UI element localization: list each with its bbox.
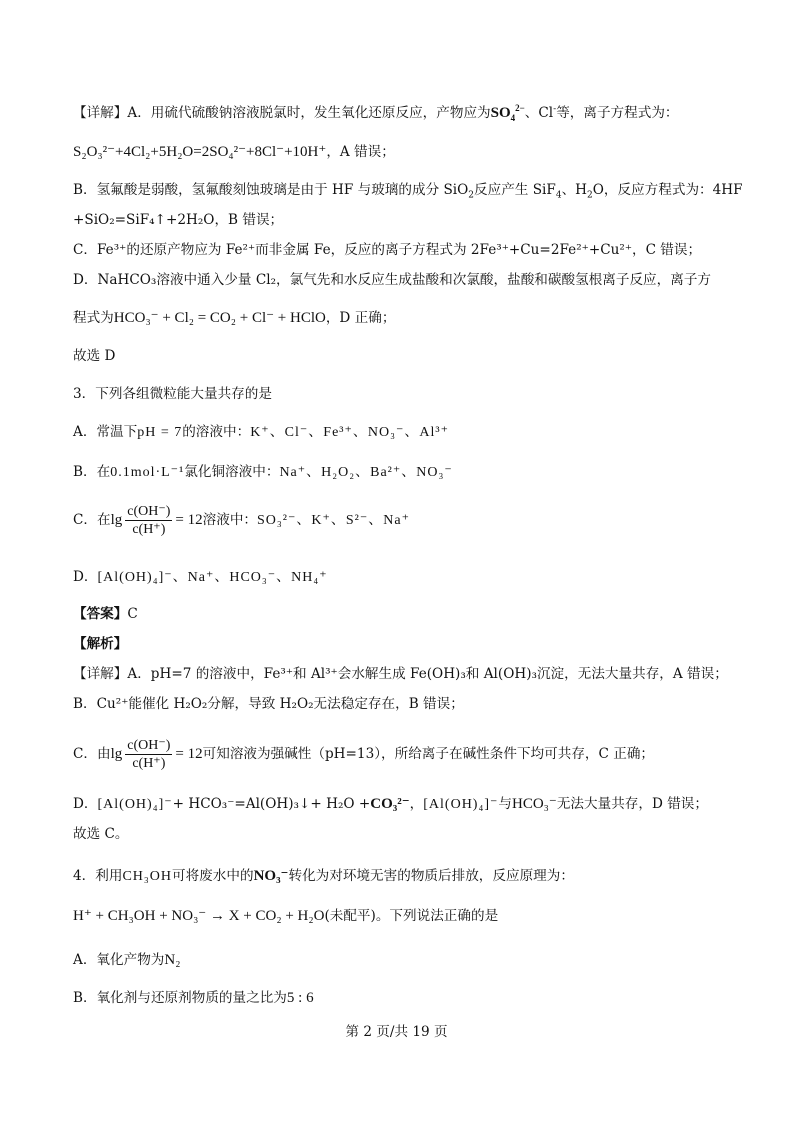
question-3-stem: 3．下列各组微粒能大量共存的是 bbox=[73, 386, 272, 402]
question-3-option-a: A．常温下pH = 7的溶液中：K⁺、Cl⁻、Fe³⁺、NO₃⁻、Al³⁺ bbox=[73, 424, 449, 440]
analysis-line-b: B．Cu²⁺能催化 H₂O₂分解，导致 H₂O₂无法稳定存在，B 错误； bbox=[73, 696, 464, 712]
detail-line-b2: +SiO₂=SiF₄↑+2H₂O，B 错误； bbox=[73, 212, 284, 228]
question-4-stem: 4．利用CH₃OH可将废水中的NO₃⁻转化为对环境无害的物质后排放，反应原理为： bbox=[73, 868, 574, 884]
answer-line: 【答案】C bbox=[73, 606, 138, 622]
analysis-line-d: D．[Al(OH)₄]⁻+ HCO₃⁻=Al(OH)₃↓+ H₂O +CO₃²⁻，[Al(OH)₄]⁻与HCO₃⁻无法大量共存，D 错误； bbox=[73, 796, 708, 812]
question-4-option-a: A．氧化产物为N₂ bbox=[73, 952, 181, 968]
detail-equation-a: S₂O₃²⁻+4Cl₂+5H₂O=2SO₄²⁻+8Cl⁻+10H⁺，A 错误； bbox=[73, 144, 395, 160]
conclusion-d: 故选 D bbox=[73, 348, 116, 364]
detail-line-d1: D．NaHCO₃溶液中通入少量 Cl₂，氯气先和水反应生成盐酸和次氯酸，盐酸和碳酸氢根离子反应，离子方 bbox=[73, 272, 712, 288]
fraction: $\frac{c(OH^-)}{c(H^+)}$ bbox=[127, 738, 171, 771]
analysis-label: 【解析】 bbox=[73, 636, 128, 652]
page-footer: 第 2 页/共 19 页 bbox=[345, 1024, 448, 1040]
conclusion-c: 故选 C。 bbox=[73, 826, 129, 842]
fraction: $\frac{c(OH^-)}{c(H^+)}$ bbox=[127, 504, 171, 537]
detail-line-d2: 程式为HCO₃⁻ + Cl₂ = CO₂ + Cl⁻ + HClO，D 正确； bbox=[73, 310, 396, 326]
analysis-line-c: C．由lg $\frac{c(OH^-)}{c(H^+)}$ = 12可知溶液为强碱性（pH=13），所给离子在碱性条件下均可共存，C 正确； bbox=[73, 738, 655, 771]
question-3-option-c: C．在lg $\frac{c(OH^-)}{c(H^+)}$ = 12溶液中：SO₃²⁻、K⁺、S²⁻、Na⁺ bbox=[73, 504, 410, 537]
question-4-option-b: B．氧化剂与还原剂物质的量之比为5 : 6 bbox=[73, 990, 314, 1006]
analysis-line-a: 【详解】A．pH=7 的溶液中，Fe³⁺和 Al³⁺会水解生成 Fe(OH)₃和 Al(OH)₃沉淀，无法大量共存，A 错误； bbox=[73, 666, 728, 682]
equation: H⁺ + CH₃OH + NO₃⁻ → X + CO₂ + H₂O bbox=[73, 908, 325, 924]
equation: HCO₃⁻ + Cl₂ = CO₂ + Cl⁻ + HClO bbox=[113, 310, 326, 326]
detail-line-a: 【详解】A．用硫代硫酸钠溶液脱氯时，发生氧化还原反应，产物应为$SO_4^{2-}$、Cl-等，离子方程式为： bbox=[73, 103, 679, 123]
question-3-option-d: D．[Al(OH)₄]⁻、Na⁺、HCO₃⁻、NH₄⁺ bbox=[73, 569, 328, 585]
question-4-equation: H⁺ + CH₃OH + NO₃⁻ → X + CO₂ + H₂O(未配平)。下列说法正确的是 bbox=[73, 908, 499, 924]
equation: S₂O₃²⁻+4Cl₂+5H₂O=2SO₄²⁻+8Cl⁻+10H⁺ bbox=[73, 144, 327, 160]
ion-so4: $SO_4^{2-}$ bbox=[490, 103, 525, 123]
detail-head: 【详解】 bbox=[73, 105, 128, 121]
detail-line-b1: B．氢氟酸是弱酸，氢氟酸刻蚀玻璃是由于 HF 与玻璃的成分 SiO$_2$反应产生 SiF$_4$、$H_2O$，反应方程式为：4HF bbox=[73, 182, 743, 201]
question-3-option-b: B．在0.1mol·L⁻¹氯化铜溶液中：Na⁺、H₂O₂、Ba²⁺、NO₃⁻ bbox=[73, 464, 453, 480]
detail-line-c: C．Fe³⁺的还原产物应为 Fe²⁺而非金属 Fe，反应的离子方程式为 2Fe³⁺+Cu=2Fe²⁺+Cu²⁺，C 错误； bbox=[73, 242, 702, 258]
